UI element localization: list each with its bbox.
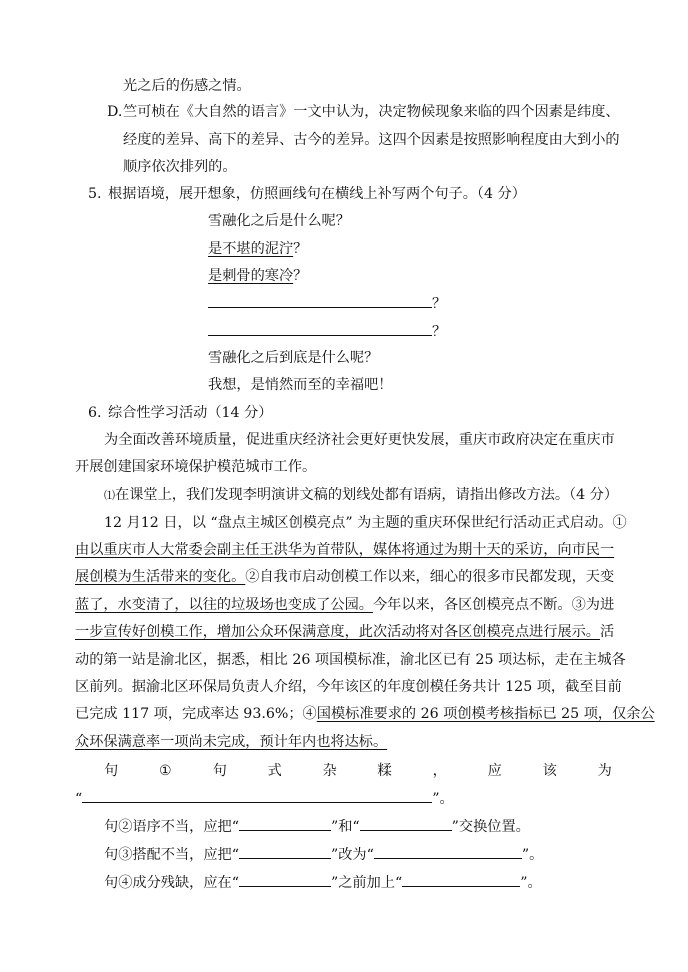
sentence-4-underlined-cont: 众环保满意率一项尚未完成，预计年内也将达标。 xyxy=(75,734,388,750)
answer-blank-3a[interactable] xyxy=(239,844,331,859)
answer-row-1-blank: “ ”。 xyxy=(75,788,454,809)
q5-line-3: 是刺骨的寒冷？ xyxy=(208,268,308,284)
q5-line-4: 雪融化之后到底是什么呢？ xyxy=(208,350,379,366)
sentence-2-underlined: 蓝了，水变清了，以往的垃圾场也变成了公园。 xyxy=(75,597,373,613)
q5-prompt: 根据语境，展开想象，仿照画线句在横线上补写两个句子。（4 分） xyxy=(108,186,526,202)
sentence-3-underlined: 一步宣传好创模工作，增加公众环保满意度，此次活动将对各区创模亮点进行展示。 xyxy=(75,624,600,640)
option-d-line-3: 顺序依次排列的。 xyxy=(123,159,237,175)
answer-blank-sentence-1[interactable] xyxy=(82,788,432,803)
answer-blank-4b[interactable] xyxy=(402,872,520,887)
q5-line-5: 我想，是悄然而至的幸福吧！ xyxy=(208,377,393,393)
passage-line-3: 展创模为生活带来的变化。②自我市启动创模工作以来，细心的很多市民都发现，天变 xyxy=(75,569,615,585)
q5-label: 5. xyxy=(88,186,102,202)
q5-line-2: 是不堪的泥泞？ xyxy=(208,241,308,257)
passage-line-8: 已完成 117 项，完成率达 93.6%；④国模标准要求的 26 项创模考核指标已 25 项，仅余公 xyxy=(75,706,655,722)
q5-underlined-sentence-1: 是不堪的泥泞 xyxy=(208,241,294,257)
q5-line-1: 雪融化之后是什么呢？ xyxy=(208,213,350,229)
passage-line-5: 一步宣传好创模工作，增加公众环保满意度，此次活动将对各区创模亮点进行展示。活 xyxy=(75,624,615,640)
q6-sub1: ⑴在课堂上，我们发现李明演讲文稿的划线处都有语病，请指出修改方法。（4 分） xyxy=(104,487,619,503)
answer-blank-3b[interactable] xyxy=(374,844,522,859)
answer-blank-2a[interactable] xyxy=(239,816,331,831)
passage-line-6: 动的第一站是渝北区，据悉，相比 26 项国模标准，渝北区已有 25 项达标，走在主城各 xyxy=(75,652,626,668)
option-d-line-1: 竺可桢在《大自然的语言》一文中认为，决定物候现象来临的四个因素是纬度、 xyxy=(123,104,620,120)
passage-line-7: 区前列。据渝北区环保局负责人介绍，今年该区的年度创模任务共计 125 项，截至目前 xyxy=(75,679,622,695)
option-d-line-2: 经度的差异、高下的差异、古今的差异。这四个因素是按照影响程度由大到小的 xyxy=(123,132,620,148)
q5-fill-line-1: ？ xyxy=(208,293,446,314)
sentence-1-underlined-cont: 展创模为生活带来的变化。 xyxy=(75,569,246,585)
q5-fill-line-2: ？ xyxy=(208,321,446,342)
q6-title: 综合性学习活动（14 分） xyxy=(108,405,273,421)
answer-row-3: 句③搭配不当，应把“ ”改为“ ”。 xyxy=(104,844,543,865)
answer-row-4: 句④成分残缺，应在“ ”之前加上“ ”。 xyxy=(104,872,542,893)
passage-line-4: 蓝了，水变清了，以往的垃圾场也变成了公园。今年以来，各区创模亮点不断。③为进 xyxy=(75,597,615,613)
option-d-label: D. xyxy=(107,104,123,120)
q6-label: 6. xyxy=(88,405,102,421)
answer-blank-2b[interactable] xyxy=(360,816,452,831)
q5-answer-blank-2[interactable] xyxy=(208,321,432,336)
q5-answer-blank-1[interactable] xyxy=(208,293,432,308)
q5-underlined-sentence-2: 是刺骨的寒冷 xyxy=(208,268,294,284)
sentence-1-underlined: 由以重庆市人大常委会副主任王洪华为首带队，媒体将通过为期十天的采访，向市民一 xyxy=(75,542,615,558)
q6-intro-line-2: 开展创建国家环境保护模范城市工作。 xyxy=(75,459,317,475)
answer-blank-4a[interactable] xyxy=(239,872,331,887)
sentence-4-underlined: 国模标准要求的 26 项创模考核指标已 25 项，仅余公 xyxy=(316,706,655,722)
option-d-continuation: 光之后的伤感之情。 xyxy=(123,78,251,94)
q6-intro-line-1: 为全面改善环境质量，促进重庆经济社会更好更快发展，重庆市政府决定在重庆市 xyxy=(104,432,615,448)
passage-line-2 xyxy=(75,540,614,560)
answer-row-2: 句②语序不当，应把“ ”和“ ”交换位置。 xyxy=(104,816,530,837)
passage-line-1: 12 月12 日，以 “盘点主城区创模亮点” 为主题的重庆环保世纪行活动正式启动。① xyxy=(104,515,627,531)
passage-line-9 xyxy=(75,732,387,752)
answer-row-1: 句 ① 句 式 杂 糅 ， 应 该 为 xyxy=(104,763,612,779)
